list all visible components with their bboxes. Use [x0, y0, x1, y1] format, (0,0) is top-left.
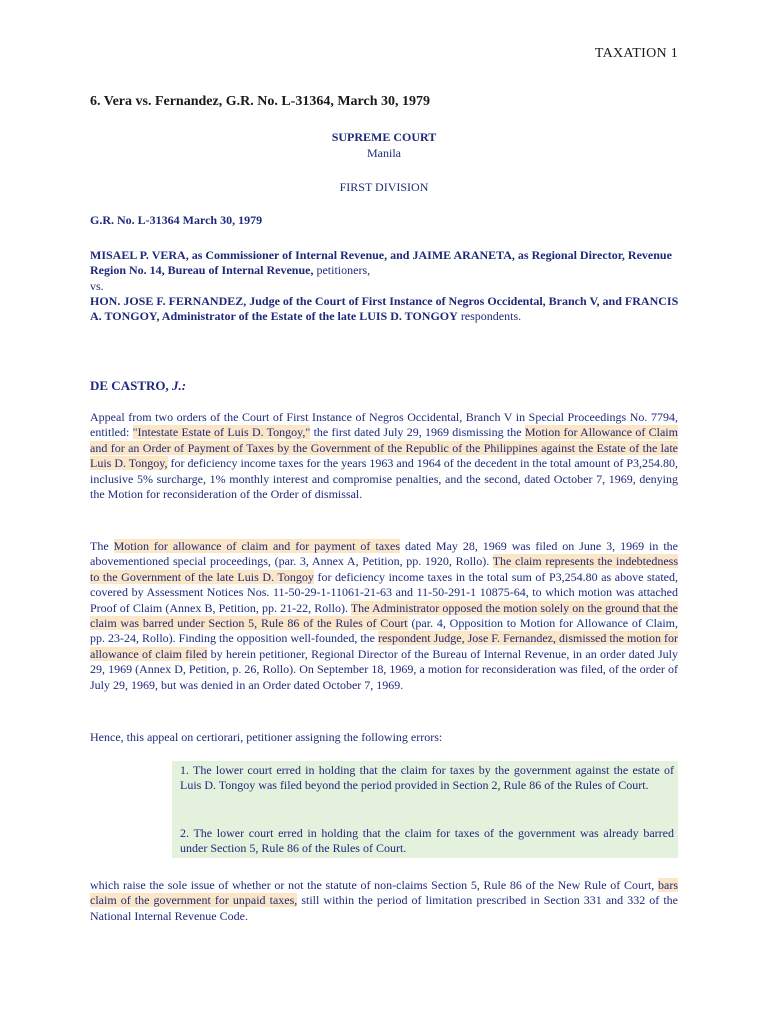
assigned-error-2: 2. The lower court erred in holding that the claim for taxes of the government was already barred under Section 5, Rule 86 of the Rules of Court.	[172, 824, 678, 858]
page-header: TAXATION 1	[594, 46, 678, 61]
case-title: 6. Vera vs. Fernandez, G.R. No. L-31364, March 30, 1979	[90, 94, 430, 109]
respondents-role: respondents.	[457, 309, 522, 324]
paragraph-1	[90, 410, 678, 502]
paragraph-2-text-c: for deficiency income taxes in the total sum of P3,254.80 as above stated, covered by Assessment Notices Nos. 11-50-29-1-11061-21-63 and 11-50-291-1 10875-64, to which motion was attached Proof of Claim (Annex B, Petition, pp. 21-22, Rollo).	[90, 569, 678, 615]
paragraph-2	[90, 539, 678, 693]
paragraph-2-text-b: dated May 28, 1969 was filed on June 3, 1969 in the abovementioned special proceedings, (par. 3, Annex A, Petition, pp. 1920, Rollo).	[90, 539, 678, 569]
court-division: FIRST DIVISION	[339, 180, 429, 194]
court-city: Manila	[367, 146, 401, 160]
highlight: "Intestate Estate of Luis D. Tongoy,"	[132, 425, 311, 440]
court-name: SUPREME COURT	[331, 130, 437, 144]
ponente-suffix: J.:	[172, 378, 187, 393]
highlight: The Administrator opposed the motion solely on the ground that the claim was barred under Section 5, Rule 86 of the Rules of Court	[90, 600, 678, 631]
assigned-error-1: 1. The lower court erred in holding that the claim for taxes by the government against the estate of Luis D. Tongoy was filed beyond the period provided in Section 2, Rule 86 of the Rules of Court.	[172, 761, 678, 813]
paragraph-1-text-c: for deficiency income taxes for the years 1963 and 1964 of the decedent in the total amount of P3,254.80, inclusive 5% surcharge, 1% monthly interest and compromise penalties, and the second, dated October 7, 1969, denying the Motion for reconsideration of the Order of dismissal.	[90, 456, 679, 502]
ponente	[90, 378, 186, 394]
petitioners-names: MISAEL P. VERA, as Commissioner of Internal Revenue, and JAIME ARANETA, as Regional Director, Revenue Region No. 14, Bureau of Internal Revenue,	[90, 248, 672, 278]
paragraph-1-text-b: the first dated July 29, 1969 dismissing the	[310, 425, 525, 440]
highlight: respondent Judge, Jose F. Fernandez, dismissed the motion for allowance of claim filed	[90, 631, 678, 661]
parties-block	[90, 248, 680, 324]
ponente-name: DE CASTRO,	[90, 378, 172, 393]
highlight: Motion for allowance of claim and for payment of taxes	[113, 539, 401, 553]
paragraph-2-text-e: by herein petitioner, Regional Director of the Bureau of Internal Revenue, in an order dated July 29, 1969 (Annex D, Petition, p. 26, Rollo). On September 18, 1969, a motion for reconsideration was filed, of the order of July 29, 1969, but was denied in an Order dated October 7, 1969.	[90, 646, 679, 692]
quote-background	[172, 813, 678, 824]
petitioners-role: petitioners,	[313, 263, 371, 278]
respondents-names: HON. JOSE F. FERNANDEZ, Judge of the Court of First Instance of Negros Occidental, Branch V, and FRANCIS A. TONGOY, Administrator of the Estate of the late LUIS D. TONGOY	[90, 293, 679, 324]
highlight: bars claim of the government for unpaid taxes,	[90, 878, 678, 908]
docket-number: G.R. No. L-31364 March 30, 1979	[90, 213, 263, 227]
paragraph-2-text-a: The	[90, 539, 114, 553]
paragraph-5-text-a: which raise the sole issue of whether or not the statute of non-claims Section 5, Rule 86 of the New Rule of Court,	[90, 878, 658, 892]
paragraph-1-text-a: Appeal from two orders of the Court of First Instance of Negros Occidental, Branch V in Special Proceedings No. 7794, entitled:	[90, 410, 678, 440]
paragraph-5	[90, 878, 678, 924]
highlight: Motion for Allowance of Claim and for an Order of Payment of Taxes by the Government of the Republic of the Philippines against the Estate of the late Luis D. Tongoy,	[90, 425, 678, 471]
versus-label: vs.	[90, 278, 104, 293]
paragraph-5-text-b: still within the period of limitation prescribed in Section 331 and 332 of the National Internal Revenue Code.	[90, 893, 679, 923]
paragraph-2-text-d: (par. 4, Opposition to Motion for Allowance of Claim, pp. 23-24, Rollo). Finding the opposition well-founded, the	[90, 616, 678, 646]
paragraph-3: Hence, this appeal on certiorari, petitioner assigning the following errors:	[90, 730, 443, 744]
highlight: The claim represents the indebtedness to the Government of the late Luis D. Tongoy	[90, 554, 678, 584]
